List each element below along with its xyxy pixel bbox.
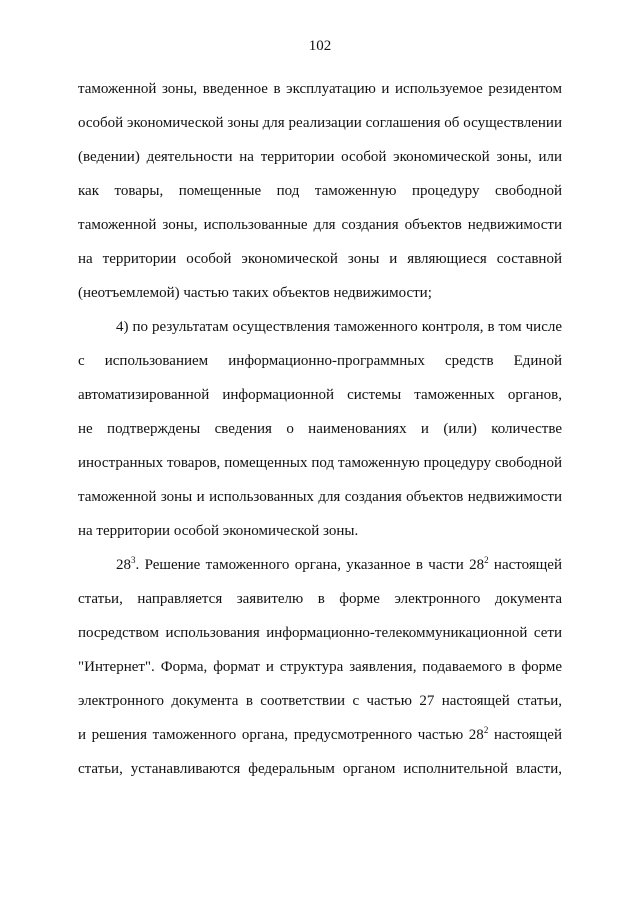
paragraph-line: иностранных товаров, помещенных под таможенную процедуру свободной [78, 455, 562, 471]
paragraph-line: "Интернет". Форма, формат и структура заявления, подаваемого в форме [78, 659, 562, 675]
paragraph-line: таможенной зоны, введенное в эксплуатацию и используемое резидентом [78, 81, 562, 97]
paragraph-line: электронного документа в соответствии с частью 27 настоящей статьи, [78, 693, 562, 709]
paragraph-line: на территории особой экономической зоны и являющиеся составной [78, 251, 562, 267]
paragraph-first-line [78, 548, 562, 582]
page-number: 102 [308, 38, 332, 54]
line-text: . Решение таможенного органа, указанное в части 28 [135, 557, 485, 573]
paragraph-line: статьи, направляется заявителю в форме электронного документа [78, 591, 562, 607]
paragraph-line: особой экономической зоны для реализации соглашения об осуществлении [78, 115, 562, 131]
document-body [78, 72, 562, 786]
line-text: настоящей [488, 557, 562, 573]
paragraph-line: на территории особой экономической зоны. [78, 523, 359, 539]
line-text: и решения таможенного органа, предусмотренного частью 28 [78, 727, 484, 743]
reference-superscript: 2 [484, 555, 489, 565]
paragraph-line: посредством использования информационно-телекоммуникационной сети [78, 625, 562, 641]
paragraph-line: таможенной зоны, использованные для создания объектов недвижимости [78, 217, 562, 233]
part-number-superscript: 3 [131, 555, 136, 565]
paragraph-line: статьи, устанавливаются федеральным органом исполнительной власти, [78, 761, 562, 777]
paragraph-line: с использованием информационно-программных средств Единой [78, 353, 562, 369]
paragraph-line: (ведении) деятельности на территории особой экономической зоны, или [78, 149, 562, 165]
paragraph-line: как товары, помещенные под таможенную процедуру свободной [78, 183, 562, 199]
paragraph-line: автоматизированной информационной системы таможенных органов, [78, 387, 562, 403]
paragraph-line: таможенной зоны и использованных для создания объектов недвижимости [78, 489, 562, 505]
reference-superscript: 2 [483, 725, 489, 735]
part-number: 28 [116, 557, 131, 573]
paragraph-line: не подтверждены сведения о наименованиях и (или) количестве [78, 421, 562, 437]
line-text: настоящей [488, 727, 562, 743]
paragraph-line: 4) по результатам осуществления таможенного контроля, в том числе [116, 319, 562, 335]
paragraph-line: (неотъемлемой) частью таких объектов недвижимости; [78, 285, 432, 301]
paragraph-line [78, 718, 562, 752]
